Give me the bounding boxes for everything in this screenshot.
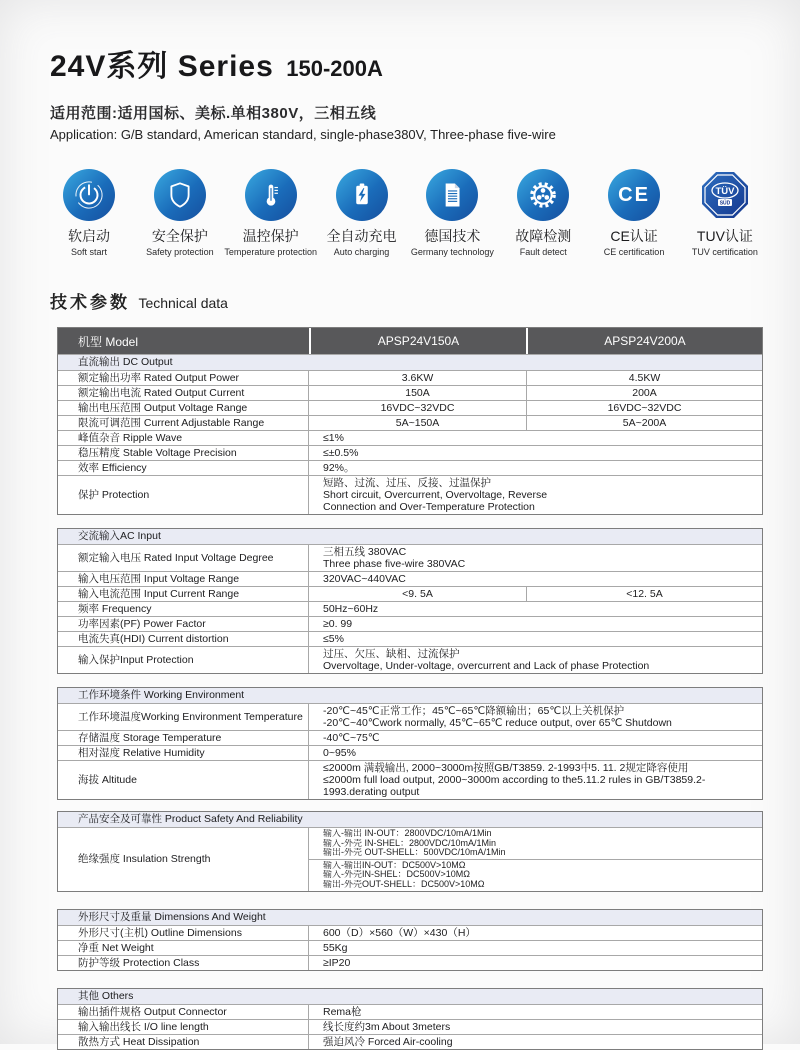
spec-row [58,925,762,940]
spec-value-text: 320VAC~440VAC [323,573,406,585]
spec-value [309,446,762,460]
spec-label: 相对湿度 Relative Humidity [58,746,309,760]
spec-value-line: -20℃~45℃正常工作；45℃~65℃降额输出；65℃以上关机保护 [323,705,625,717]
spec-label: 保护 Protection [58,476,309,514]
spec-label: 效率 Efficiency [58,461,309,475]
spec-row [58,1004,762,1019]
spec-label: 输出电压范围 Output Voltage Range [58,401,309,415]
spec-value [309,704,762,730]
spec-value [309,647,762,673]
model-header-row [58,328,762,354]
feature-label-zh: 德国技术 [424,228,481,244]
feature-label-zh: 安全保护 [151,228,208,244]
feature-label-en: Soft start [70,247,107,257]
spec-value-line: ≤2000m full load output, 2000~3000m according to the5.11.2 rules in GB/T3859.2- [323,774,706,786]
spec-value-text: ≤5% [323,633,344,645]
spec-row [58,544,762,571]
spec-label: 额定输出电流 Rated Output Current [58,386,309,400]
spec-value-line: 1993.derating output [323,786,420,798]
technical-data-heading-en: Technical data [138,295,228,311]
spec-table [57,687,763,800]
spec-value [309,572,762,586]
feature-label-zh: 全自动充电 [326,228,397,244]
spec-label: 海拔 Altitude [58,761,309,799]
feature-label-en: CE certification [603,247,665,257]
spec-label: 限流可调范围 Current Adjustable Range [58,416,309,430]
spec-row [58,616,762,631]
spec-row [58,571,762,586]
feature-label-zh: 故障检测 [515,228,572,244]
spec-value-text: 50Hz~60Hz [323,603,379,615]
spec-value [309,617,762,631]
feature-item [224,169,317,257]
model-name-cell: APSP24V200A [526,328,762,354]
spec-row [58,745,762,760]
spec-value [309,746,762,760]
model-name-cell: APSP24V150A [309,328,526,354]
spec-value-line: 短路、过流、过压、反接、过温保护 [323,477,491,489]
spec-value-text: 600（D）×560（W）×430（H） [323,926,476,939]
spec-label: 功率因素(PF) Power Factor [58,617,309,631]
spec-value [309,941,762,955]
series-title: 24V系列 Series [50,50,274,83]
spec-value [309,926,762,940]
spec-row [58,646,762,673]
section-header-row: 产品安全及可靠性 Product Safety And Reliability [58,812,762,827]
spec-row [58,601,762,616]
spec-label: 净重 Net Weight [58,941,309,955]
spec-value-model-b: 4.5KW [526,371,762,385]
spec-row [58,430,762,445]
feature-label-zh: 软启动 [68,228,110,244]
spec-table [57,327,763,515]
insulation-block [309,859,762,891]
spec-value-model-a: <9. 5A [402,588,433,600]
feature-label-zh: TUV认证 [696,228,753,244]
spec-value-text: 0~95% [323,747,356,759]
spec-value-line: 输出-外壳 OUT-SHELL：500VDC/10mA/1Min [323,848,506,858]
technical-data-heading-zh: 技术参数 [50,293,130,312]
spec-value-text: 强迫风冷 Forced Air-cooling [323,1035,453,1048]
spec-table [57,528,763,674]
application-subtitle-en: Application: G/B standard, American standard, single-phase380V, Three-phase five-wire [50,127,556,142]
spec-value-line: ≤2000m 满载输出, 2000~3000m按照GB/T3859. 2-1993中5. 11. 2规定降容使用 [323,762,689,774]
spec-label: 防护等级 Protection Class [58,956,309,970]
spec-value-line: Three phase five-wire 380VAC [323,558,466,570]
spec-row [58,703,762,730]
spec-value-line: 三相五线 380VAC [323,546,407,558]
section-header-row: 交流输入AC Input [58,529,762,544]
feature-label-en: Auto charging [333,247,390,257]
spec-value-model-a: 150A [405,387,430,399]
tuv-mark-icon [699,169,751,221]
spec-value-model-b: 200A [526,386,762,400]
spec-label: 绝缘强度 Insulation Strength [58,828,309,891]
spec-row [58,400,762,415]
spec-value-line: 输入-输出 IN-OUT：2800VDC/10mA/1Min [323,829,492,838]
spec-row [58,730,762,745]
technical-data-heading [50,288,762,313]
feature-item [500,169,586,257]
spec-value-text: Rema枪 [323,1005,362,1018]
thermometer-icon [245,169,297,221]
feature-label-zh: CE认证 [610,228,658,244]
spec-label: 输出插件规格 Output Connector [58,1005,309,1019]
spec-value-text: ≥0. 99 [323,618,353,630]
feature-item [319,169,405,257]
spec-row [58,385,762,400]
spec-value [309,731,762,745]
feature-item [591,169,677,257]
spec-value-text: 线长度约3m About 3meters [323,1020,451,1033]
spec-value-text: ≥IP20 [323,956,351,969]
spec-value [309,545,762,571]
spec-row [58,370,762,385]
spec-row [58,475,762,514]
ce-mark-text: CE [618,183,650,206]
spec-label: 电流失真(HDI) Current distortion [58,632,309,646]
feature-label-en: Fault detect [519,247,567,257]
feature-item [682,169,768,257]
spec-value-line: 输出-外壳OUT-SHELL：DC500V>10MΩ [323,879,485,889]
battery-charging-icon [336,169,388,221]
spec-label: 峰值杂音 Ripple Wave [58,431,309,445]
spec-row [58,445,762,460]
model-header-label: 机型 Model [78,334,139,349]
spec-value [309,956,762,970]
spec-row [58,955,762,970]
feature-label-en: Temperature protection [224,247,317,257]
spec-value-line: 输入-外壳 IN-SHEL：2800VDC/10mA/1Min [323,838,497,848]
spec-label: 额定输入电压 Rated Input Voltage Degree [58,545,309,571]
spec-value-line: Overvoltage, Under-voltage, overcurrent and Lack of phase Protection [323,660,650,672]
feature-item [137,169,223,257]
spec-table [57,909,763,971]
page-title [50,0,762,89]
spec-row [58,827,762,891]
spec-label: 输入输出线长 I/O line length [58,1020,309,1034]
spec-table [57,811,763,892]
spec-label: 输入保护Input Protection [58,647,309,673]
spec-value-line: 输入-输出IN-OUT：DC500V>10MΩ [323,860,466,870]
section-header-row: 外形尺寸及重量 Dimensions And Weight [58,910,762,925]
spec-row [58,940,762,955]
spec-value-model-a: 16VDC~32VDC [380,402,455,414]
spec-row [58,1034,762,1049]
spec-row [58,460,762,475]
spec-value-line: 过压、欠压、缺相、过流保护 [323,648,460,660]
spec-value-text: 92%。 [323,462,355,474]
spec-label: 频率 Frequency [58,602,309,616]
tuv-sud-text: SÜD [719,200,731,207]
spec-value-text: ≤1% [323,432,344,444]
spec-value-blocks [309,828,762,891]
spec-label: 额定输出功率 Rated Output Power [58,371,309,385]
spec-value-model-a: 3.6KW [401,372,434,384]
document-icon [426,169,478,221]
spec-row [58,631,762,646]
spec-label: 输入电压范围 Input Voltage Range [58,572,309,586]
spec-value-model-b: <12. 5A [526,587,762,601]
section-header-row: 其他 Others [58,989,762,1004]
section-header-row: 工作环境条件 Working Environment [58,688,762,703]
spec-value [309,632,762,646]
spec-value-line: 输入-外壳IN-SHEL：DC500V>10MΩ [323,870,471,880]
spec-value [309,602,762,616]
spec-label: 外形尺寸(主机) Outline Dimensions [58,926,309,940]
spec-value-text: 55Kg [323,941,348,954]
spec-value-model-b: 5A~200A [526,416,762,430]
feature-label-zh: 温控保护 [242,228,299,244]
feature-label-en: Germany technology [410,247,494,257]
spec-value-text: ≤±0.5% [323,447,359,459]
gear-icon [517,169,569,221]
feature-item [409,169,495,257]
spec-table [57,988,763,1050]
spec-label: 存储温度 Storage Temperature [58,731,309,745]
spec-value [309,431,762,445]
feature-label-en: Safety protection [146,247,214,257]
spec-value-line: Short circuit, Overcurrent, Overvoltage, Reverse [323,489,548,501]
spec-value [309,761,762,799]
application-subtitle-zh: 适用范围:适用国标、美标.单相380V，三相五线 [50,105,377,122]
power-icon [63,169,115,221]
spec-label: 散热方式 Heat Dissipation [58,1035,309,1049]
ce-mark-icon [608,169,660,221]
spec-row [58,415,762,430]
spec-tables [57,327,763,1050]
spec-value-line: Connection and Over-Temperature Protection [323,501,535,513]
spec-value-model-b: 16VDC~32VDC [526,401,762,415]
amp-range: 150-200A [286,56,383,81]
spec-value [309,1005,762,1019]
spec-value-text: -40℃~75℃ [323,732,380,744]
section-header-row: 直流输出 DC Output [58,354,762,370]
spec-row [58,1019,762,1034]
spec-value [309,476,762,514]
spec-label: 工作环境温度Working Environment Temperature [58,704,309,730]
insulation-block [309,828,762,859]
spec-row [58,760,762,799]
spec-value-line: -20℃~40℃work normally, 45℃~65℃ reduce output, over 65℃ Shutdown [323,717,672,729]
feature-icon-row [46,169,768,257]
tuv-mark-text: TÜV [715,186,735,197]
spec-label: 输入电流范围 Input Current Range [58,587,309,601]
spec-row [58,586,762,601]
feature-item [46,169,132,257]
spec-value [309,461,762,475]
feature-label-en: TUV certification [691,247,758,257]
shield-icon [154,169,206,221]
spec-value [309,1020,762,1034]
spec-value [309,1035,762,1049]
spec-value-model-a: 5A~150A [395,417,440,429]
spec-label: 稳压精度 Stable Voltage Precision [58,446,309,460]
